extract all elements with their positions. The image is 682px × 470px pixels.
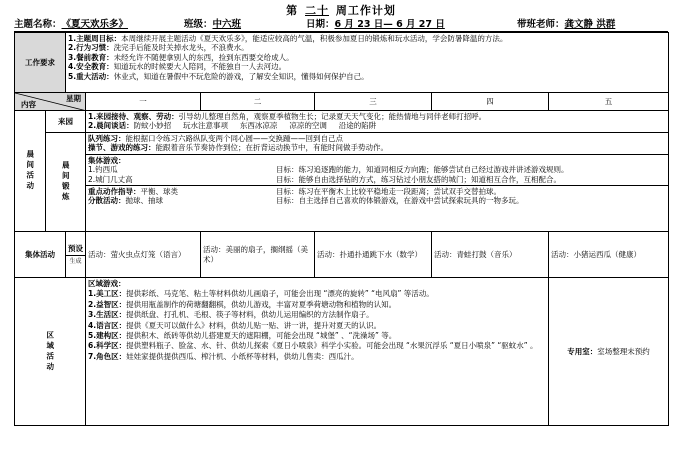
work-requirements-row [15, 33, 669, 93]
requirement-item: 3.餐前教育：未经允许不随便拿别人的东西，捡到东西要交给成人。 [68, 52, 294, 62]
requirement-item: 1.主题周目标：本周继续开展主题活动《夏天欢乐多》，能适应较高的气温，积极参加夏日的锻炼和玩水活动，学会防暑降温的方法。 [68, 34, 508, 43]
special-room-label: 专用室： [567, 346, 598, 356]
group-activity-wednesday: 活动：扑通扑通跳下水（数学） [315, 232, 432, 278]
day-tuesday: 二 [201, 93, 315, 111]
corner-weekday: 星期 [66, 94, 81, 103]
teacher-info [509, 18, 615, 31]
theme-name: 《夏天欢乐多》 [61, 19, 129, 30]
week-number: 二十 [305, 4, 329, 17]
title-prefix: 第 [286, 4, 299, 17]
work-requirements-content [66, 33, 669, 93]
title-suffix: 周工作计划 [335, 4, 396, 17]
date-range: 6 月 23 日— 6 月 27 日 [334, 19, 445, 30]
zone-item: 2.益智区：提供用瓶盖制作的荷塘翻翻棋，供幼儿游戏，丰富对夏季荷塘动物和植物的认知。 [88, 299, 397, 309]
exercise-drills: 队列练习：能根据口令练习六路纵队变两个同心圆——交换踵——回到自己点 操节、游戏的练习：能跟着音乐节奏协作到位；在折背运动换节中，有能时间做手势动作。 [86, 133, 668, 155]
group-activity-row [15, 232, 669, 278]
date-label: 日期： [306, 19, 335, 30]
group-activity-monday: 活动：萤火虫点灯笼（语言） [86, 232, 201, 278]
requirement-item: 5.重大活动：休业式，知道在暑假中不玩危险的游戏，了解安全知识，懂得如何保护自己。 [68, 71, 369, 81]
morning-arrival-row [15, 111, 669, 133]
collective-game-item: 2.城门几丈高 目标：能够自由选择钻的方式，练习钻过小朋友搭的城门；知道相互合作，互相配合。 [88, 174, 561, 184]
arrival-content [86, 111, 669, 133]
day-monday: 一 [86, 93, 201, 111]
day-wednesday: 三 [315, 93, 432, 111]
plan-meta [14, 18, 668, 32]
zone-item: 6.科学区：提供塑料瓶子、脸盆、水、针、供幼儿探索《夏日小喷泉》科学小实验。可能会出现 “水果沉浮乐 “夏日小喷泉” “驱蚊水” 。 [88, 341, 538, 351]
corner-content: 内容 [21, 99, 36, 109]
group-activity-thursday: 活动：青蛙打鼓（音乐） [432, 232, 549, 278]
point-item: 分散活动：抛球、抽球 目标：自主选择自己喜欢的体锻游戏，在游戏中尝试探索玩具的一物多玩。 [88, 196, 524, 206]
class-info [174, 18, 294, 31]
exercise-content [86, 133, 669, 232]
exercise-label: 晨间锻炼 [46, 133, 86, 232]
exercise-points [86, 186, 668, 207]
zone-activity-row [15, 278, 669, 426]
day-header-row [15, 93, 669, 111]
zone-item: 3.生活区：提供纸盘、打孔机、毛根、筷子等材料，供幼儿运用编织的方法制作扇子。 [88, 310, 374, 320]
class-label: 班级： [184, 19, 213, 30]
special-room-cell [549, 278, 669, 426]
special-room-text: 室场整理未预约 [597, 346, 650, 356]
collective-games: 集体游戏： 1.钓西瓜 目标：练习追逐跑的能力，知道同相反方向跑；能够尝试自己经过游戏并讲述游戏规则。 2.城门几丈高 目标：能够自由选择钻的方式，练习钻过小朋友搭的城门；知道相互合作，互相配合。 [86, 155, 668, 186]
group-activity-label: 集体活动 [15, 232, 66, 278]
collective-game-item: 1.钓西瓜 目标：练习追逐跑的能力，知道同相反方向跑；能够尝试自己经过游戏并讲述游戏规则。 [88, 165, 569, 175]
morning-group-label: 晨间活动 [15, 111, 46, 232]
morning-exercise-row [15, 133, 669, 232]
arrival-label: 来园 [46, 111, 86, 133]
group-activity-sublabel: 预设 生成 [66, 232, 86, 278]
arrival-line: 2.晨间谈话：防蚊小妙招 玩水注意事项 东西冰凉凉 凉凉的空调 沿途的陷阱 [88, 121, 377, 131]
group-activity-friday: 活动：小猪运西瓜（健康） [549, 232, 669, 278]
zone-item: 4.语言区：提供《夏天可以做什么》材料，供幼儿贴一贴、讲一讲，提升对夏天的认识。 [88, 320, 382, 330]
header-corner-cell [15, 93, 86, 111]
plan-table [14, 32, 669, 426]
zone-activity-label: 区域活动 [15, 278, 86, 426]
theme-info [14, 18, 174, 31]
day-thursday: 四 [432, 93, 549, 111]
zone-item: 5.建构区：提供积木、纸砖等供幼儿搭建夏天的遮阳棚，可能会出现 “城堡” 、“洗澡场” 等。 [88, 330, 397, 340]
requirement-item: 2.行为习惯：洗完手后能及时关掉水龙头，不浪费水。 [68, 43, 249, 53]
zone-activity-content: 区域游戏： 1.美工区：提供彩纸、马克笔、粘土等材料供幼儿画扇子，可能会出现 “漂亮的旋转” “电风扇” 等活动。 2.益智区：提供用瓶盖制作的荷塘翻翻棋，供幼儿游戏，丰富对夏季荷塘动物和植物的认知。 3.生活区：提供纸盘、打孔机、毛根、筷子等材料，供幼儿运用编织的方法制作扇子。 4.语言区：提供《夏天可以做什么》材料，供幼儿贴一贴、讲一讲，提升对夏天的认识。 5.建构区：提供积木、纸砖等供幼儿搭建夏天的遮阳棚，可能会出现 “城堡” 、“洗澡场” 等。 6.科学区：提供塑料瓶子、脸盆、水、针、供幼儿探索《夏日小喷泉》科学小实验。可能会出现 “水果沉浮乐 “夏日小喷泉” “驱蚊水” 。 7.角色区：娃娃家提供提供西瓜、榨汁机、小纸杯等材料，供幼儿售卖：西瓜汁。 [86, 278, 549, 426]
zone-item: 1.美工区：提供彩纸、马克笔、粘土等材料供幼儿画扇子，可能会出现 “漂亮的旋转” “电风扇” 等活动。 [88, 289, 434, 299]
theme-label: 主题名称： [14, 19, 62, 30]
page-title [14, 4, 668, 18]
work-requirements-label: 工作要求 [15, 33, 66, 93]
zone-item: 7.角色区：娃娃家提供提供西瓜、榨汁机、小纸杯等材料，供幼儿售卖：西瓜汁。 [88, 351, 359, 361]
class-name: 中六班 [212, 19, 242, 30]
arrival-line: 1.来园接待、观察、劳动：引导幼儿整理自然角，观察夏季植物生长；记录夏天天气变化；能热情地与同伴老师打招呼。 [88, 112, 487, 121]
requirement-item: 4.安全教育：知道玩水的时候要大人陪同，不能独自一人去河边。 [68, 62, 287, 72]
group-activity-tuesday: 活动：美丽的扇子，搁纲摇（美术） [201, 232, 315, 278]
point-item: 重点动作指导：平衡、球类 目标：练习在平衡木上比较平稳地走一段距离；尝试双手交替拍球。 [88, 186, 501, 196]
date-info [294, 18, 509, 31]
teacher-label: 带班老师： [517, 19, 565, 30]
day-friday: 五 [549, 93, 669, 111]
teacher-names: 龚文静 洪群 [564, 19, 616, 30]
